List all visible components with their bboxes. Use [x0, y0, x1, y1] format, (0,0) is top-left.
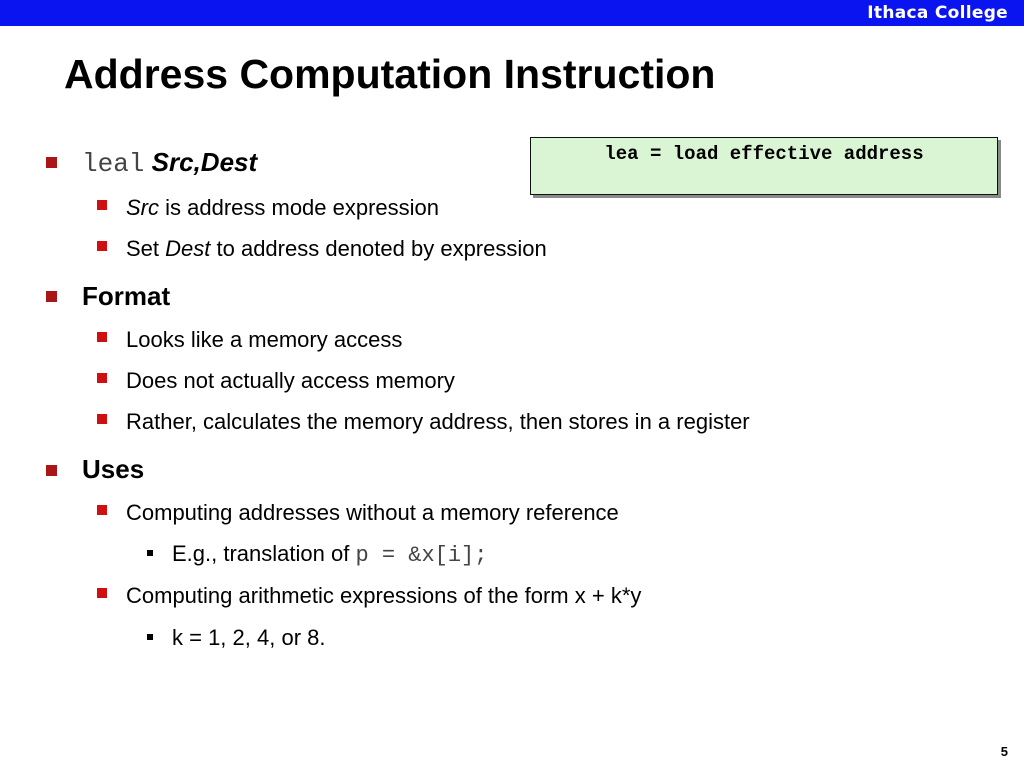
leal-args: Src,Dest	[151, 147, 258, 177]
example-code: p = &x[i];	[355, 543, 488, 568]
level2-bullet-icon	[97, 588, 107, 598]
note-box: lea = load effective address	[530, 137, 998, 195]
set-prefix: Set	[126, 236, 166, 261]
example-prefix: E.g., translation of	[172, 541, 356, 566]
src-term: Src	[126, 195, 159, 220]
dest-term: Dest	[165, 236, 211, 261]
set-rest: to address denoted by expression	[210, 236, 547, 261]
uses-heading: Uses	[82, 454, 145, 484]
leal-line	[82, 147, 257, 179]
level2-bullet-icon	[97, 200, 107, 210]
level2-bullet-icon	[97, 505, 107, 515]
level2-bullet-icon	[97, 241, 107, 251]
leal-code: leal	[82, 149, 145, 179]
page-number: 5	[1000, 744, 1008, 759]
uses-item-1a	[172, 540, 487, 570]
level2-bullet-icon	[97, 373, 107, 383]
level2-bullet-icon	[97, 414, 107, 424]
level3-bullet-icon	[147, 634, 153, 640]
src-line	[126, 194, 439, 222]
uses-item-1: Computing addresses without a memory reference	[126, 500, 619, 525]
brand-logo: Ithaca College	[867, 3, 1008, 23]
level1-bullet-icon	[46, 465, 57, 476]
format-heading: Format	[82, 281, 171, 311]
format-item-2: Does not actually access memory	[126, 368, 455, 393]
format-item-1: Looks like a memory access	[126, 327, 403, 352]
level1-bullet-icon	[46, 291, 57, 302]
src-rest: is address mode expression	[159, 195, 440, 220]
level2-bullet-icon	[97, 332, 107, 342]
level3-bullet-icon	[147, 550, 153, 556]
uses-item-2a: k = 1, 2, 4, or 8.	[172, 625, 326, 650]
uses-item-2: Computing arithmetic expressions of the form x + k*y	[126, 583, 642, 608]
header-bar	[0, 0, 1024, 26]
format-item-3: Rather, calculates the memory address, then stores in a register	[126, 409, 750, 434]
slide-title: Address Computation Instruction	[64, 51, 716, 97]
level1-bullet-icon	[46, 157, 57, 168]
set-line	[126, 235, 547, 263]
